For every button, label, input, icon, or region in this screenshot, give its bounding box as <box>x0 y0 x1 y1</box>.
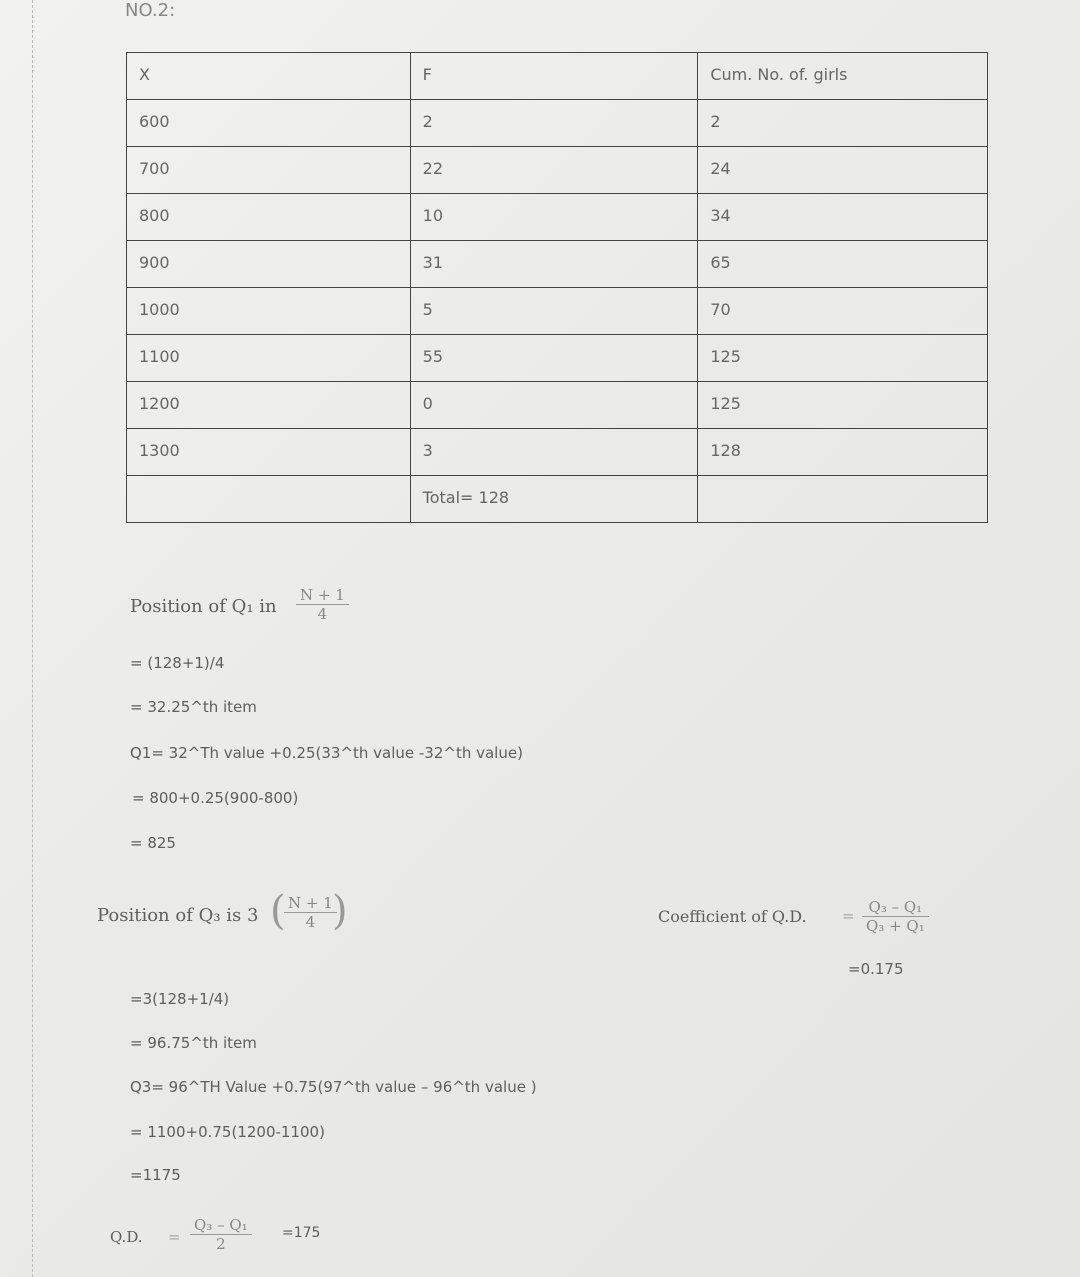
qd-fraction <box>190 1216 252 1253</box>
cell-f: 0 <box>410 382 698 429</box>
cell-f: 22 <box>410 147 698 194</box>
q1-step-4: = 800+0.25(900-800) <box>132 789 299 807</box>
cell-x: 1200 <box>127 382 411 429</box>
cell-x: 700 <box>127 147 411 194</box>
table-row <box>127 429 988 476</box>
q1-frac-denominator: 4 <box>317 605 328 623</box>
q1-formula-fraction <box>296 586 349 623</box>
cell-f: 55 <box>410 335 698 382</box>
table-row <box>127 288 988 335</box>
q3-step-5: =1175 <box>130 1166 181 1184</box>
qd-equals: = <box>168 1228 181 1246</box>
table-total-row <box>127 476 988 523</box>
table-row <box>127 241 988 288</box>
q1-step-2: = 32.25^th item <box>130 698 257 716</box>
q1-frac-numerator: N + 1 <box>296 586 349 605</box>
q3-right-paren: ) <box>332 888 348 934</box>
frequency-table <box>126 52 988 523</box>
q3-step-3: Q3= 96^TH Value +0.75(97^th value – 96^th value ) <box>130 1078 537 1096</box>
cell-x: 800 <box>127 194 411 241</box>
table-row <box>127 382 988 429</box>
cell-f: 10 <box>410 194 698 241</box>
qd-label: Q.D. <box>110 1228 143 1246</box>
cell-x: 1300 <box>127 429 411 476</box>
q1-step-3: Q1= 32^Th value +0.25(33^th value -32^th value) <box>130 744 523 762</box>
table-row <box>127 147 988 194</box>
cell-cum <box>698 476 988 523</box>
coef-qd-fraction <box>862 898 929 935</box>
qd-result: =175 <box>282 1225 321 1241</box>
q1-step-1: = (128+1)/4 <box>130 654 225 672</box>
q3-formula-fraction <box>284 894 337 931</box>
header-cum: Cum. No. of. girls <box>698 53 988 100</box>
coef-frac-numerator: Q₃ – Q₁ <box>862 898 929 917</box>
q1-position-label: Position of Q₁ in <box>130 596 277 617</box>
q3-left-paren: ( <box>270 888 286 934</box>
cell-x: 900 <box>127 241 411 288</box>
cell-cum: 65 <box>698 241 988 288</box>
cell-f: 3 <box>410 429 698 476</box>
cell-cum: 125 <box>698 335 988 382</box>
q3-step-1: =3(128+1/4) <box>130 990 230 1008</box>
cell-f: 31 <box>410 241 698 288</box>
q3-position-label: Position of Q₃ is 3 <box>97 905 259 926</box>
table-header-row <box>127 53 988 100</box>
q3-step-2: = 96.75^th item <box>130 1034 257 1052</box>
table-row <box>127 100 988 147</box>
coef-frac-denominator: Q₃ + Q₁ <box>866 917 925 935</box>
qd-frac-denominator: 2 <box>216 1235 226 1253</box>
q3-frac-denominator: 4 <box>305 913 316 931</box>
cell-cum: 34 <box>698 194 988 241</box>
cell-cum: 128 <box>698 429 988 476</box>
coef-equals: = <box>842 907 855 925</box>
cell-f: 2 <box>410 100 698 147</box>
q1-step-5: = 825 <box>130 834 176 852</box>
q3-frac-numerator: N + 1 <box>284 894 337 913</box>
header-x: X <box>127 53 411 100</box>
q3-step-4: = 1100+0.75(1200-1100) <box>130 1123 325 1141</box>
cell-x: 1100 <box>127 335 411 382</box>
cell-f: 5 <box>410 288 698 335</box>
cell-x: 600 <box>127 100 411 147</box>
coef-qd-label: Coefficient of Q.D. <box>658 907 807 926</box>
cell-cum: 24 <box>698 147 988 194</box>
table-row <box>127 335 988 382</box>
question-heading: NO.2: <box>125 0 176 21</box>
table-row <box>127 194 988 241</box>
page-margin-line <box>32 0 33 1277</box>
header-f: F <box>410 53 698 100</box>
cell-x <box>127 476 411 523</box>
qd-frac-numerator: Q₃ – Q₁ <box>190 1216 252 1235</box>
cell-cum: 70 <box>698 288 988 335</box>
cell-cum: 2 <box>698 100 988 147</box>
cell-x: 1000 <box>127 288 411 335</box>
cell-total: Total= 128 <box>410 476 698 523</box>
coef-qd-result: =0.175 <box>848 960 904 978</box>
cell-cum: 125 <box>698 382 988 429</box>
